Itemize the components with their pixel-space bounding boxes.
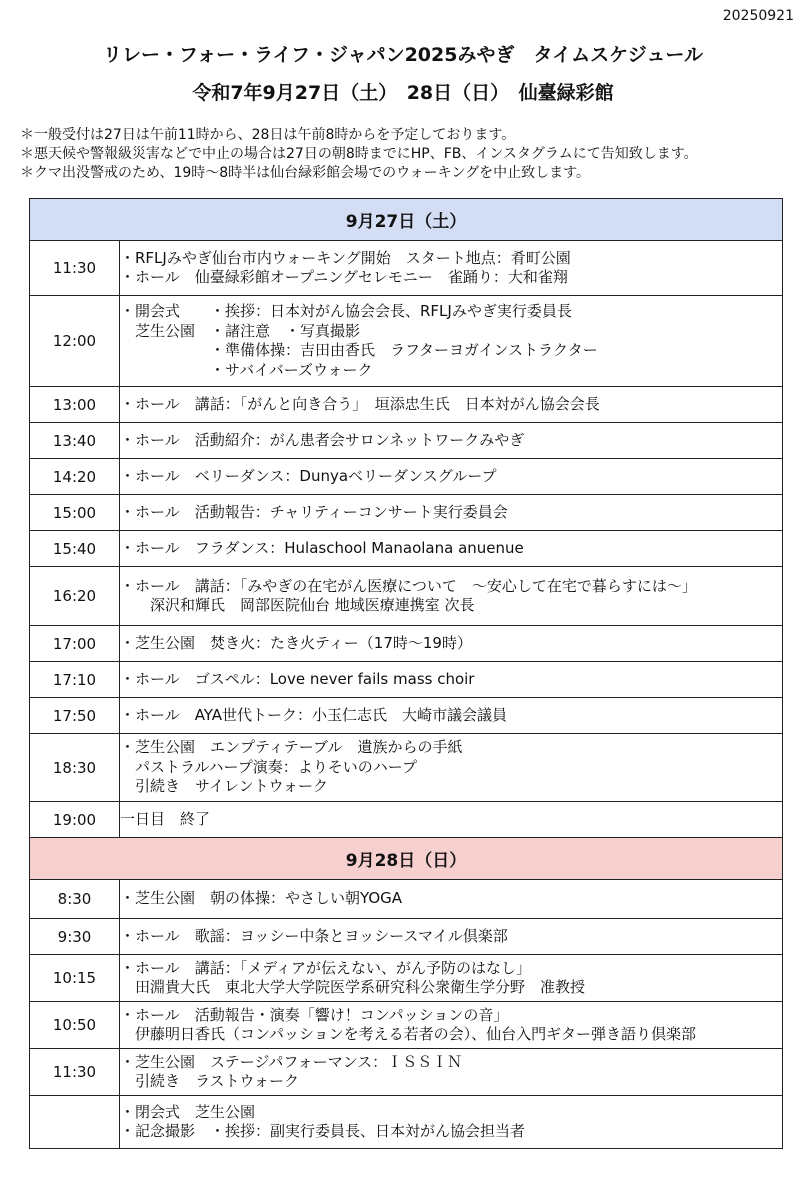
time-cell bbox=[30, 1096, 120, 1149]
program-line: ・RFLJみやぎ仙台市内ウォーキング開始 スタート地点：肴町公園 bbox=[120, 248, 571, 267]
program-cell bbox=[120, 662, 783, 698]
schedule-row bbox=[30, 1002, 783, 1049]
program-cell bbox=[120, 919, 783, 955]
program-cell bbox=[120, 241, 783, 296]
time-cell: 10:50 bbox=[30, 1002, 120, 1049]
schedule-row bbox=[30, 1049, 783, 1096]
program-line: ・芝生公園 焚き火：たき火ティー（17時～19時） bbox=[120, 633, 472, 652]
program-cell bbox=[120, 567, 783, 626]
program-line: ・準備体操：吉田由香氏 ラフターヨガインストラクター bbox=[120, 341, 598, 359]
program-cell bbox=[120, 1049, 783, 1096]
program-line: ・ホール 活動報告：チャリティーコンサート実行委員会 bbox=[120, 502, 508, 521]
program-cell bbox=[120, 387, 783, 423]
program-cell bbox=[120, 459, 783, 495]
schedule-row bbox=[30, 423, 783, 459]
time-cell: 15:40 bbox=[30, 531, 120, 567]
schedule-row bbox=[30, 698, 783, 734]
program-cell bbox=[120, 1002, 783, 1049]
program-line: ・ホール ベリーダンス：Dunyaベリーダンスグループ bbox=[120, 466, 497, 485]
program-cell bbox=[120, 698, 783, 734]
program-line: ・ホール フラダンス：Hulaschool Manaolana anuenue bbox=[120, 538, 524, 557]
schedule-row bbox=[30, 734, 783, 802]
program-line: ・ホール 歌謡：ヨッシー中条とヨッシースマイル倶楽部 bbox=[120, 926, 508, 945]
program-cell bbox=[120, 734, 783, 802]
time-cell: 19:00 bbox=[30, 802, 120, 838]
program-line: ・サバイバーズウォーク bbox=[120, 360, 373, 379]
time-cell: 9:30 bbox=[30, 919, 120, 955]
program-line: ・ホール 講話：「メディアが伝えない、がん予防のはなし」 bbox=[120, 958, 532, 977]
time-cell: 12:00 bbox=[30, 296, 120, 387]
schedule-row bbox=[30, 495, 783, 531]
time-cell: 17:10 bbox=[30, 662, 120, 698]
program-line: 引続き ラストウォーク bbox=[120, 1072, 299, 1090]
note-item: ＊悪天候や警報級災害などで中止の場合は27日の朝8時までにHP、FB、インスタグラムにて告知致します。 bbox=[20, 146, 698, 162]
schedule-row bbox=[30, 919, 783, 955]
program-cell bbox=[120, 296, 783, 387]
program-cell bbox=[120, 531, 783, 567]
program-line: ・ホール 講話：「がんと向き合う」 垣添忠生氏 日本対がん協会会長 bbox=[120, 394, 600, 413]
schedule-table bbox=[29, 198, 783, 1149]
program-cell bbox=[120, 880, 783, 919]
program-line: 芝生公園 ・諸注意 ・写真撮影 bbox=[120, 321, 361, 340]
schedule-row bbox=[30, 459, 783, 495]
page-title: リレー・フォー・ライフ・ジャパン2025みやぎ タイムスケジュール bbox=[103, 44, 703, 66]
program-line: パストラルハープ演奏：よりそいのハープ bbox=[120, 757, 418, 776]
program-line: 引続き サイレントウォーク bbox=[120, 777, 328, 796]
time-cell: 11:30 bbox=[30, 1049, 120, 1096]
time-cell: 10:15 bbox=[30, 955, 120, 1002]
schedule-row bbox=[30, 531, 783, 567]
program-cell bbox=[120, 802, 783, 838]
note-item: ＊クマ出没警戒のため、19時～8時半は仙台緑彩館会場でのウォーキングを中止致します。 bbox=[20, 165, 591, 181]
schedule-row bbox=[30, 662, 783, 698]
program-line: ・芝生公園 ステージパフォーマンス：ＩＳＳＩＮ bbox=[120, 1052, 463, 1071]
schedule-row bbox=[30, 955, 783, 1002]
program-cell bbox=[120, 955, 783, 1002]
program-line: ・開会式 ・挨拶：日本対がん協会会長、RFLJみやぎ実行委員長 bbox=[120, 302, 572, 320]
schedule-row bbox=[30, 626, 783, 662]
schedule-row bbox=[30, 880, 783, 919]
day-header: 9月27日（土） bbox=[30, 199, 783, 241]
time-cell: 13:40 bbox=[30, 423, 120, 459]
program-cell bbox=[120, 423, 783, 459]
program-line: 伊藤明日香氏（コンパッションを考える若者の会）、仙台入門ギター弾き語り倶楽部 bbox=[120, 1025, 697, 1043]
schedule-row bbox=[30, 802, 783, 838]
time-cell: 17:00 bbox=[30, 626, 120, 662]
program-line: 深沢和輝氏 岡部医院仙台 地域医療連携室 次長 bbox=[120, 596, 475, 614]
document-number: 20250921 bbox=[722, 8, 794, 24]
program-line: ・ホール 講話：「みやぎの在宅がん医療について ～安心して在宅で暮らすには～」 bbox=[120, 576, 697, 595]
time-cell: 15:00 bbox=[30, 495, 120, 531]
time-cell: 16:20 bbox=[30, 567, 120, 626]
event-date-venue: 令和7年9月27日（土） 28日（日） 仙臺緑彩館 bbox=[192, 82, 614, 104]
time-cell: 11:30 bbox=[30, 241, 120, 296]
schedule-row bbox=[30, 241, 783, 296]
program-line: ・ホール AYA世代トーク：小玉仁志氏 大崎市議会議員 bbox=[120, 705, 508, 724]
program-line: ・芝生公園 エンプティテーブル 遺族からの手紙 bbox=[120, 738, 463, 757]
notes-list bbox=[20, 126, 698, 183]
program-line: ・ホール 活動報告・演奏「響け！コンパッションの音」 bbox=[120, 1005, 509, 1024]
program-line: ・ホール 活動紹介：がん患者会サロンネットワークみやぎ bbox=[120, 430, 525, 449]
schedule-row bbox=[30, 296, 783, 387]
day-header-row bbox=[30, 199, 783, 241]
time-cell: 8:30 bbox=[30, 880, 120, 919]
program-line: 田淵貴大氏 東北大学大学院医学系研究科公衆衛生学分野 准教授 bbox=[120, 978, 586, 996]
program-line: ・芝生公園 朝の体操：やさしい朝YOGA bbox=[120, 889, 403, 908]
program-line: ・ホール ゴスペル：Love never fails mass choir bbox=[120, 669, 475, 688]
program-line: ・閉会式 芝生公園 bbox=[120, 1102, 256, 1121]
time-cell: 13:00 bbox=[30, 387, 120, 423]
program-cell bbox=[120, 495, 783, 531]
day-header-row bbox=[30, 838, 783, 880]
note-item: ＊一般受付は27日は午前11時から、28日は午前8時からを予定しております。 bbox=[20, 127, 516, 143]
program-cell bbox=[120, 1096, 783, 1149]
time-cell: 17:50 bbox=[30, 698, 120, 734]
time-cell: 18:30 bbox=[30, 734, 120, 802]
program-cell bbox=[120, 626, 783, 662]
program-line: 一日目 終了 bbox=[120, 809, 211, 828]
time-cell: 14:20 bbox=[30, 459, 120, 495]
program-line: ・記念撮影 ・挨拶：副実行委員長、日本対がん協会担当者 bbox=[120, 1122, 526, 1140]
schedule-row bbox=[30, 1096, 783, 1149]
schedule-row bbox=[30, 567, 783, 626]
program-line: ・ホール 仙臺緑彩館オープニングセレモニー 雀踊り：大和雀翔 bbox=[120, 268, 568, 286]
schedule-row bbox=[30, 387, 783, 423]
day-header: 9月28日（日） bbox=[30, 838, 783, 880]
